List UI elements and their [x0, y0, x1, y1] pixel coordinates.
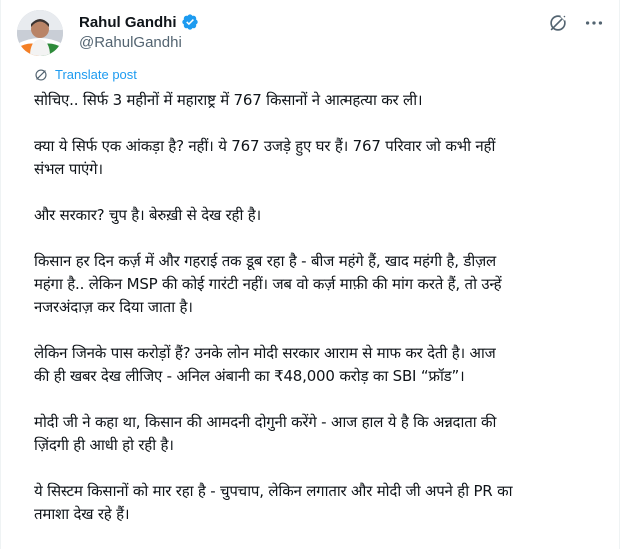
- post-paragraph-7: ये सिस्टम किसानों को मार रहा है - चुपचाप, लेकिन लगातार और मोदी जी अपने ही PR का तमाशा देख रहे हैं।: [34, 482, 513, 523]
- verified-badge-icon[interactable]: [181, 13, 199, 31]
- post-paragraph-2: क्या ये सिर्फ एक आंकड़ा है? नहीं। ये 767 उजड़े हुए घर हैं। 767 परिवार जो कभी नहीं संभल पाएंगे।: [34, 137, 496, 178]
- grok-icon[interactable]: [547, 12, 569, 34]
- post-paragraph-3: और सरकार? चुप है। बेरुख़ी से देख रही है।: [34, 206, 261, 224]
- translate-post-label[interactable]: Translate post: [55, 66, 137, 82]
- translate-post-link[interactable]: [34, 66, 137, 82]
- author-display-name[interactable]: Rahul Gandhi: [79, 13, 177, 31]
- post-header: [17, 10, 605, 58]
- post-paragraph-5: लेकिन जिनके पास करोड़ों हैं? उनके लोन मोदी सरकार आराम से माफ कर देती है। आज की ही खबर देख लीजिए - अनिल अंबानी का ₹48,000 करोड़ का SBI “फ्रॉड”।: [34, 344, 496, 385]
- globe-translate-icon: [34, 67, 48, 81]
- author-names: [79, 12, 199, 51]
- author-avatar[interactable]: [17, 10, 63, 56]
- author-handle[interactable]: @RahulGandhi: [79, 34, 182, 51]
- more-options-icon[interactable]: [583, 12, 605, 34]
- post-paragraph-1: सोचिए.. सिर्फ 3 महीनों में महाराष्ट्र में 767 किसानों ने आत्महत्या कर ली।: [34, 91, 423, 109]
- post-paragraph-4: किसान हर दिन कर्ज़ में और गहराई तक डूब रहा है - बीज महंगे हैं, खाद महंगी है, डीज़ल महंगा है.. लेकिन MSP की कोई गारंटी नहीं। जब वो कर्ज़ माफ़ी की मांग करते हैं, तो उन्हें नजरअंदाज़ कर दिया जाता है।: [34, 252, 502, 316]
- post-body: [34, 89, 604, 549]
- display-name-row: [79, 12, 199, 32]
- header-actions: [547, 12, 605, 34]
- post-paragraph-6: मोदी जी ने कहा था, किसान की आमदनी दोगुनी करेंगे - आज हाल ये है कि अन्नदाता की ज़िंदगी ही आधी हो रही है।: [34, 413, 497, 454]
